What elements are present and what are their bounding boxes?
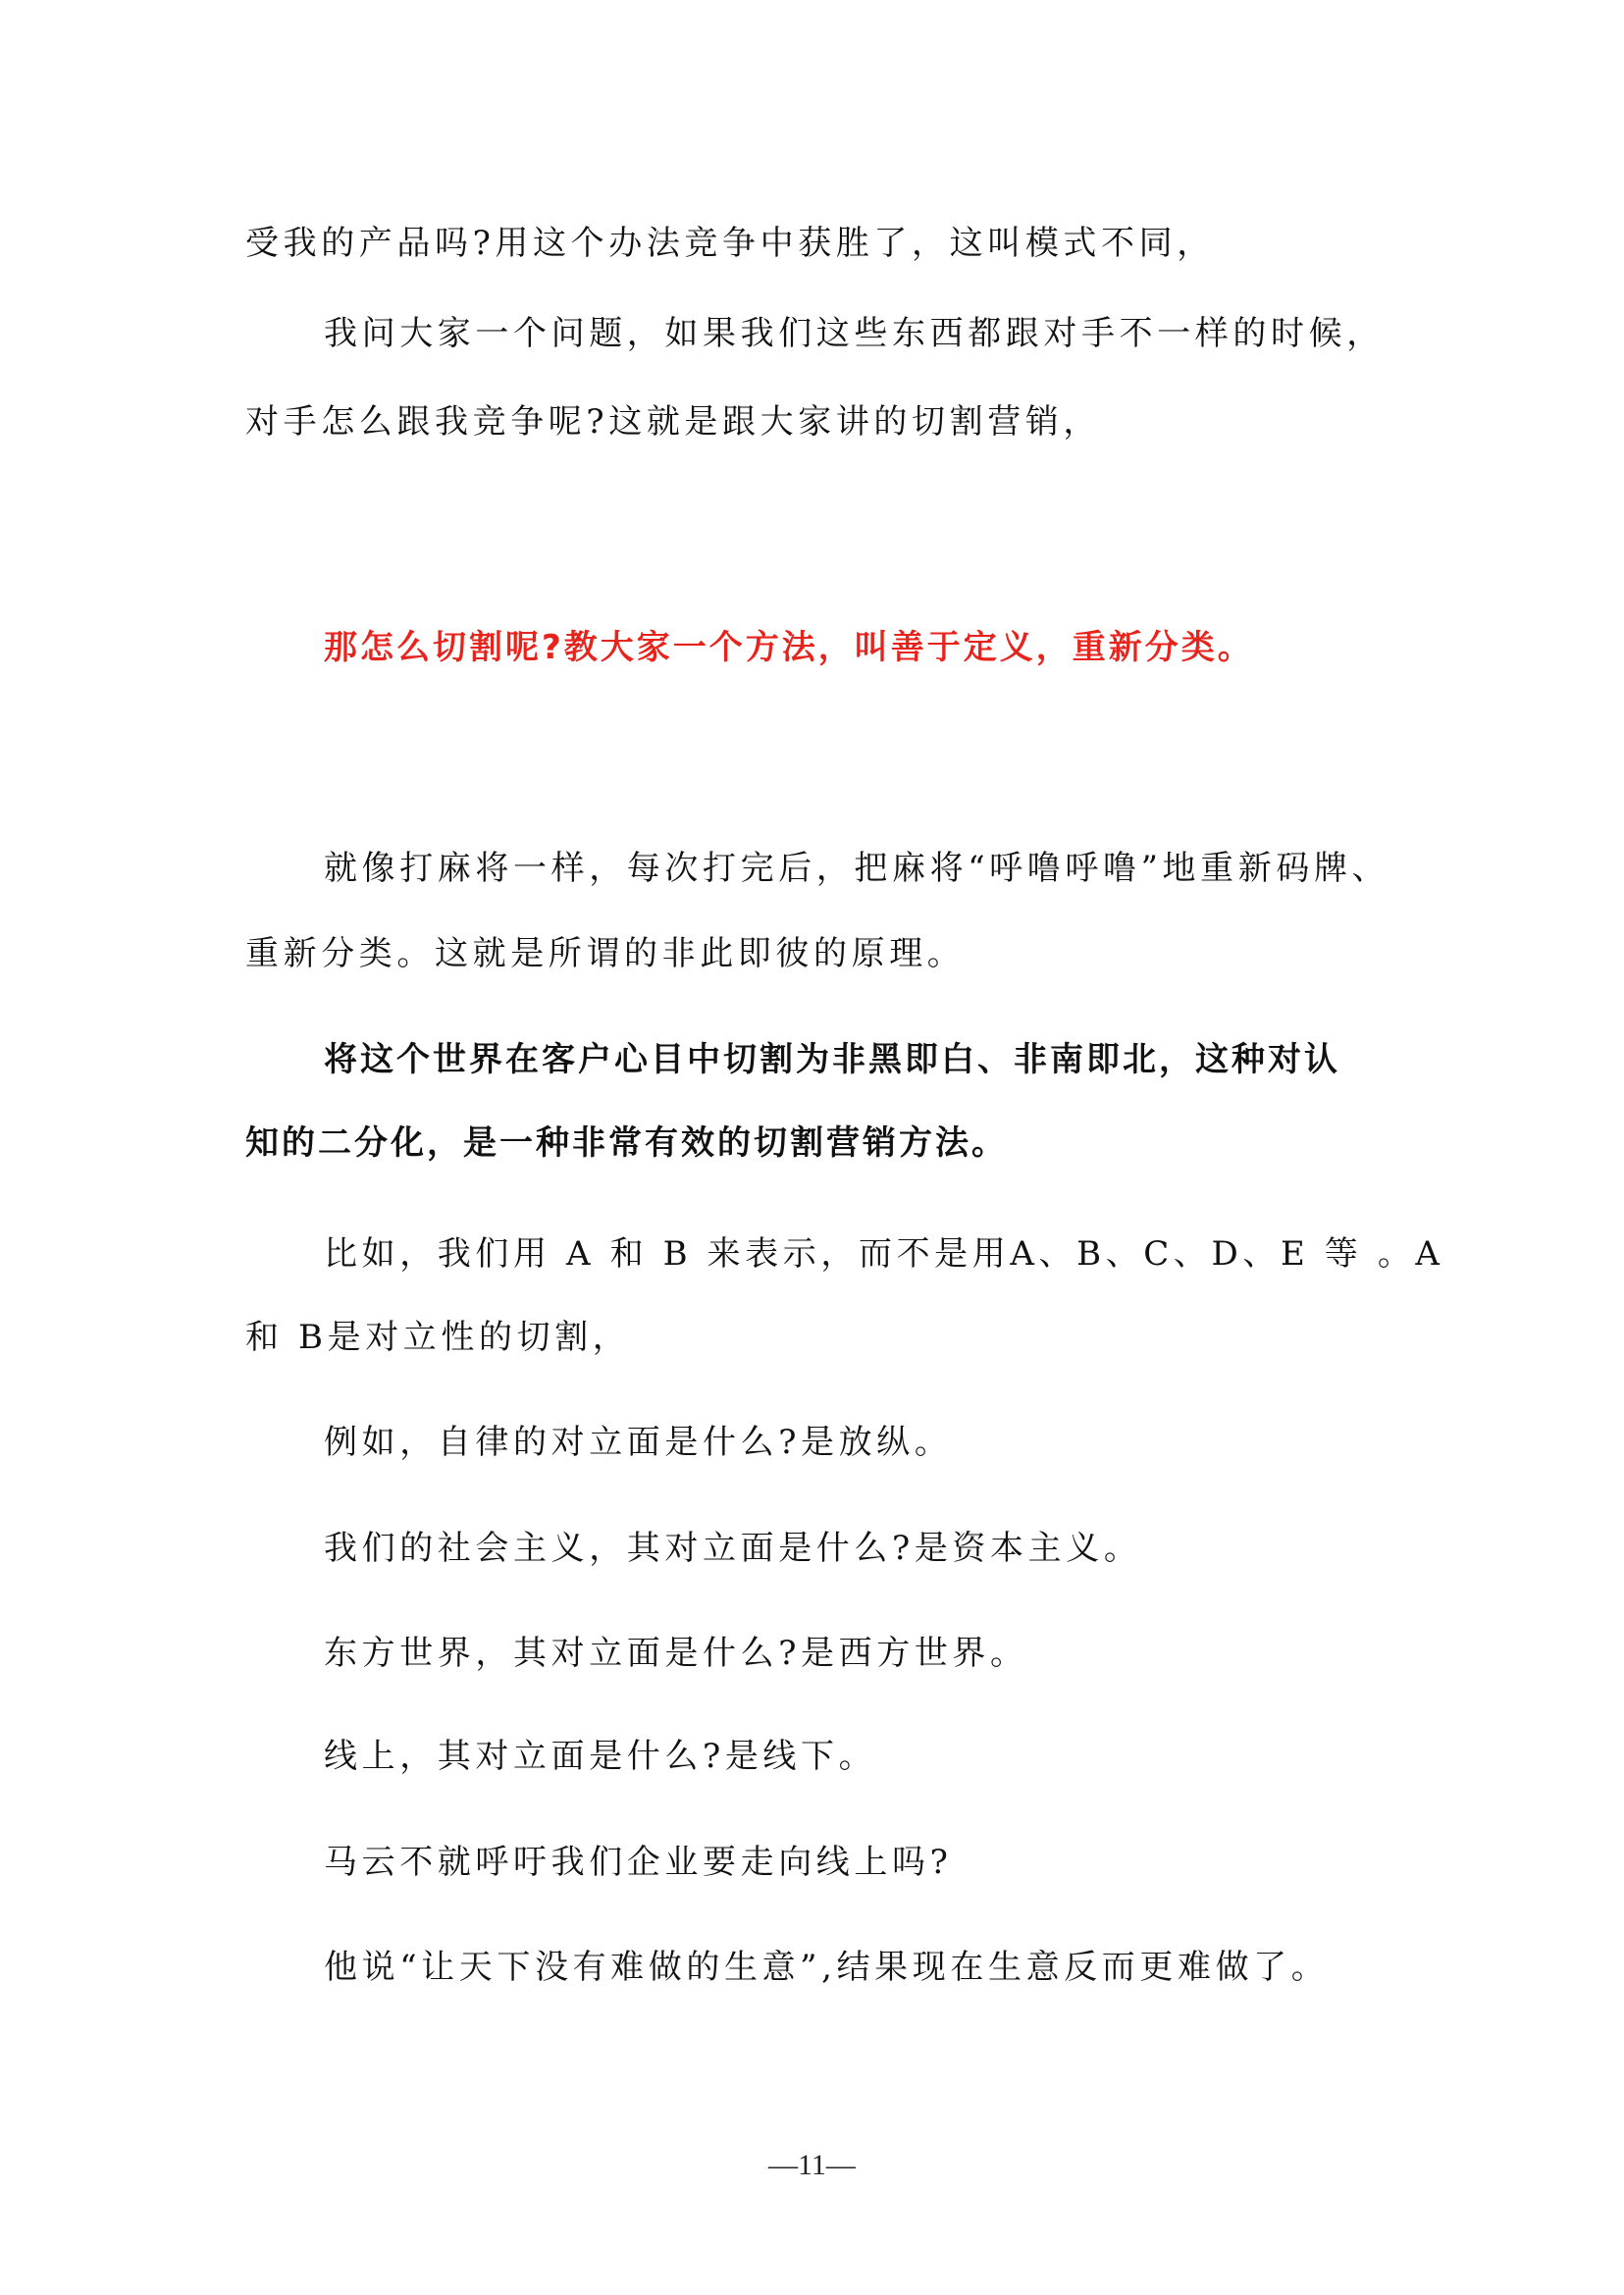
paragraph-line: 就像打麻将一样，每次打完后，把麻将“呼噜呼噜”地重新码牌、 (324, 849, 1390, 888)
paragraph-line: 我们的社会主义，其对立面是什么?是资本主义。 (324, 1529, 1142, 1568)
paragraph-line: 和 B是对立性的切割， (245, 1318, 631, 1357)
paragraph-line: 比如，我们用 A 和 B 来表示，而不是用A、B、C、D、E 等 。A (324, 1234, 1444, 1274)
bold-paragraph-line: 将这个世界在客户心目中切割为非黑即白、非南即北，这种对认 (324, 1040, 1340, 1079)
paragraph-line: 他说“让天下没有难做的生意”,结果现在生意反而更难做了。 (324, 1948, 1330, 1987)
highlighted-heading: 那怎么切割呢?教大家一个方法，叫善于定义，重新分类。 (324, 628, 1254, 667)
paragraph-line: 马云不就呼吁我们企业要走向线上吗? (324, 1843, 953, 1882)
paragraph-line: 线上，其对立面是什么?是线下。 (324, 1737, 877, 1776)
paragraph-line: 例如，自律的对立面是什么?是放纵。 (324, 1423, 953, 1462)
paragraph-line: 重新分类。这就是所谓的非此即彼的原理。 (245, 934, 966, 973)
paragraph-line: 受我的产品吗?用这个办法竞争中获胜了，这叫模式不同， (245, 224, 1215, 263)
paragraph-line: 我问大家一个问题，如果我们这些东西都跟对手不一样的时候， (324, 314, 1385, 353)
paragraph-line: 对手怎么跟我竞争呢?这就是跟大家讲的切割营销， (245, 402, 1102, 442)
paragraph-line: 东方世界，其对立面是什么?是西方世界。 (324, 1634, 1028, 1673)
page-number: —11— (768, 2149, 856, 2181)
bold-paragraph-line: 知的二分化，是一种非常有效的切割营销方法。 (245, 1123, 1008, 1163)
